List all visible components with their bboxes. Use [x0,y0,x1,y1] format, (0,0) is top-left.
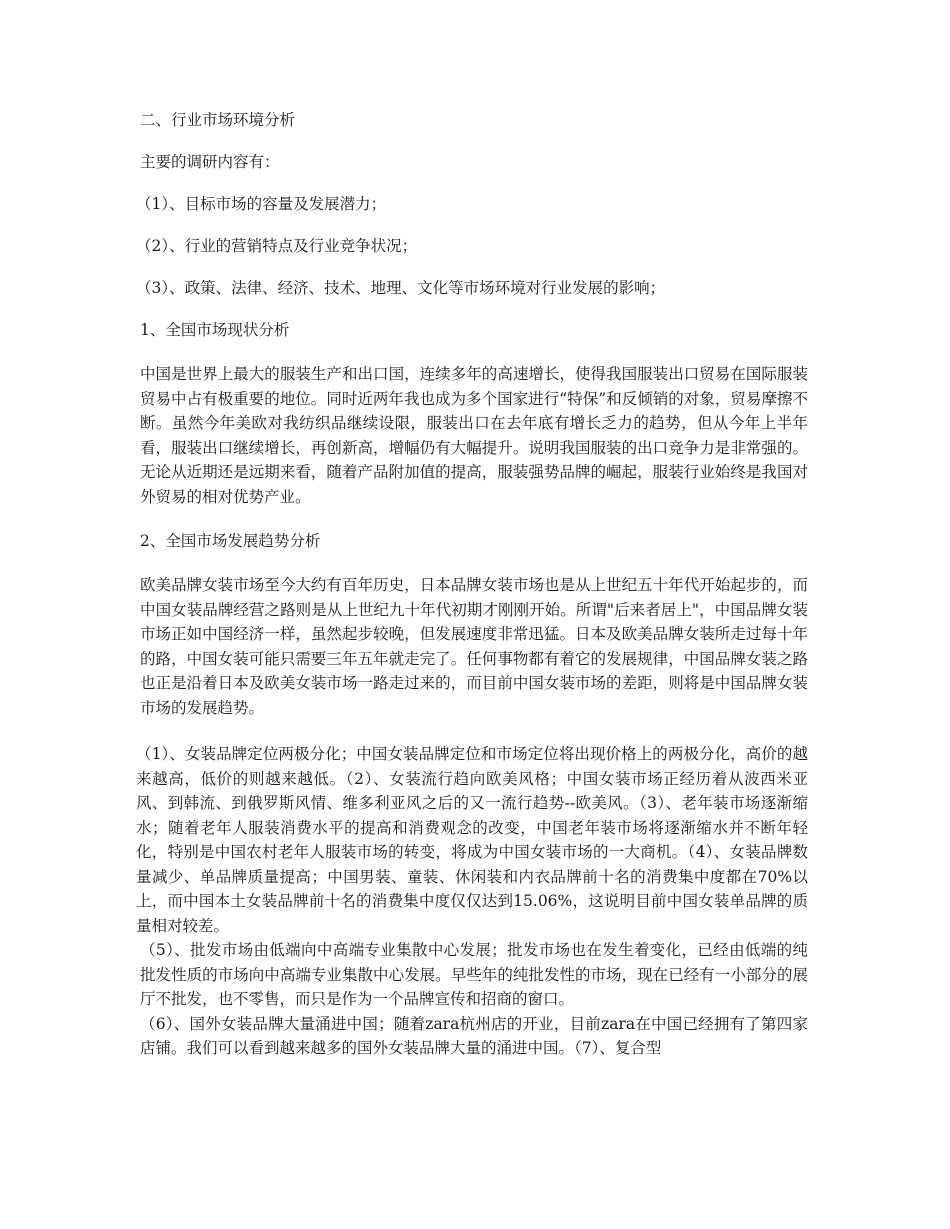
list-item: （2）、行业的营销特点及行业竞争状况； [136,237,418,255]
section-title: 二、行业市场环境分析 [140,111,296,129]
intro-text: 主要的调研内容有： [140,153,280,171]
list-item: （3）、政策、法律、经济、技术、地理、文化等市场环境对行业发展的影响； [136,279,666,297]
paragraph-trend-items-3: （6）、国外女装品牌大量涌进中国；随着zara杭州店的开业，目前zara在中国已经拥有了第四家店铺。我们可以看到越来越多的国外女装品牌大量的涌进中国。（7）、复合型 [140,1014,808,1057]
paragraph-trend-items-1: （1）、女装品牌定位两极分化；中国女装品牌定位和市场定位将出现价格上的两极分化，高价的越来越高，低价的则越来越低。（2）、女装流行趋向欧美风格；中国女装市场正经历着从波西米亚风、到韩流、到俄罗斯风情、维多利亚风之后的又一流行趋势--欧美风。（3）、老年装市场逐渐缩水；随着老年人服装消费水平的提高和消费观念的改变，中国老年装市场将逐渐缩水并不断年轻化，特别是中国农村老年人服装市场的转变，将成为中国女装市场的一大商机。（4）、女装品牌数量减少、单品牌质量提高；中国男装、童装、休闲装和内衣品牌前十名的消费集中度都在70%以上，而中国本土女装品牌前十名的消费集中度仅仅达到15.06%，这说明目前中国女装单品牌的质量相对较差。 [136,745,808,935]
document-page [136,110,808,1061]
list-item: （1）、目标市场的容量及发展潜力； [136,195,387,213]
paragraph-national-trend: 欧美品牌女装市场至今大约有百年历史，日本品牌女装市场也是从上世纪五十年代开始起步的，而中国女装品牌经营之路则是从上世纪九十年代初期才刚刚开始。所谓"后来者居上"，中国品牌女装市场正如中国经济一样，虽然起步较晚，但发展速度非常迅猛。日本及欧美品牌女装所走过每十年的路，中国女装可能只需要三年五年就走完了。任何事物都有着它的发展规律，中国品牌女装之路也正是沿着日本及欧美女装市场一路走过来的，而目前中国女装市场的差距，则将是中国品牌女装市场的发展趋势。 [140,576,808,717]
heading-national-status: 1、全国市场现状分析 [140,321,290,339]
heading-national-trend: 2、全国市场发展趋势分析 [140,532,321,550]
paragraph-trend-items-2: （5）、批发市场由低端向中高端专业集散中心发展；批发市场也在发生着变化，已经由低端的纯批发性质的市场向中高端专业集散中心发展。早些年的纯批发性的市场，现在已经有一小部分的展厅不批发，也不零售，而只是作为一个品牌宣传和招商的窗口。 [140,941,808,1008]
paragraph-national-status: 中国是世界上最大的服装生产和出口国，连续多年的高速增长，使得我国服装出口贸易在国际服装贸易中占有极重要的地位。同时近两年我也成为多个国家进行“特保”和反倾销的对象，贸易摩擦不断。虽然今年美欧对我纺织品继续设限，服装出口在去年底有增长乏力的趋势，但从今年上半年看，服装出口继续增长，再创新高，增幅仍有大幅提升。说明我国服装的出口竞争力是非常强的。无论从近期还是远期来看，随着产品附加值的提高，服装强势品牌的崛起，服装行业始终是我国对外贸易的相对优势产业。 [140,365,808,506]
